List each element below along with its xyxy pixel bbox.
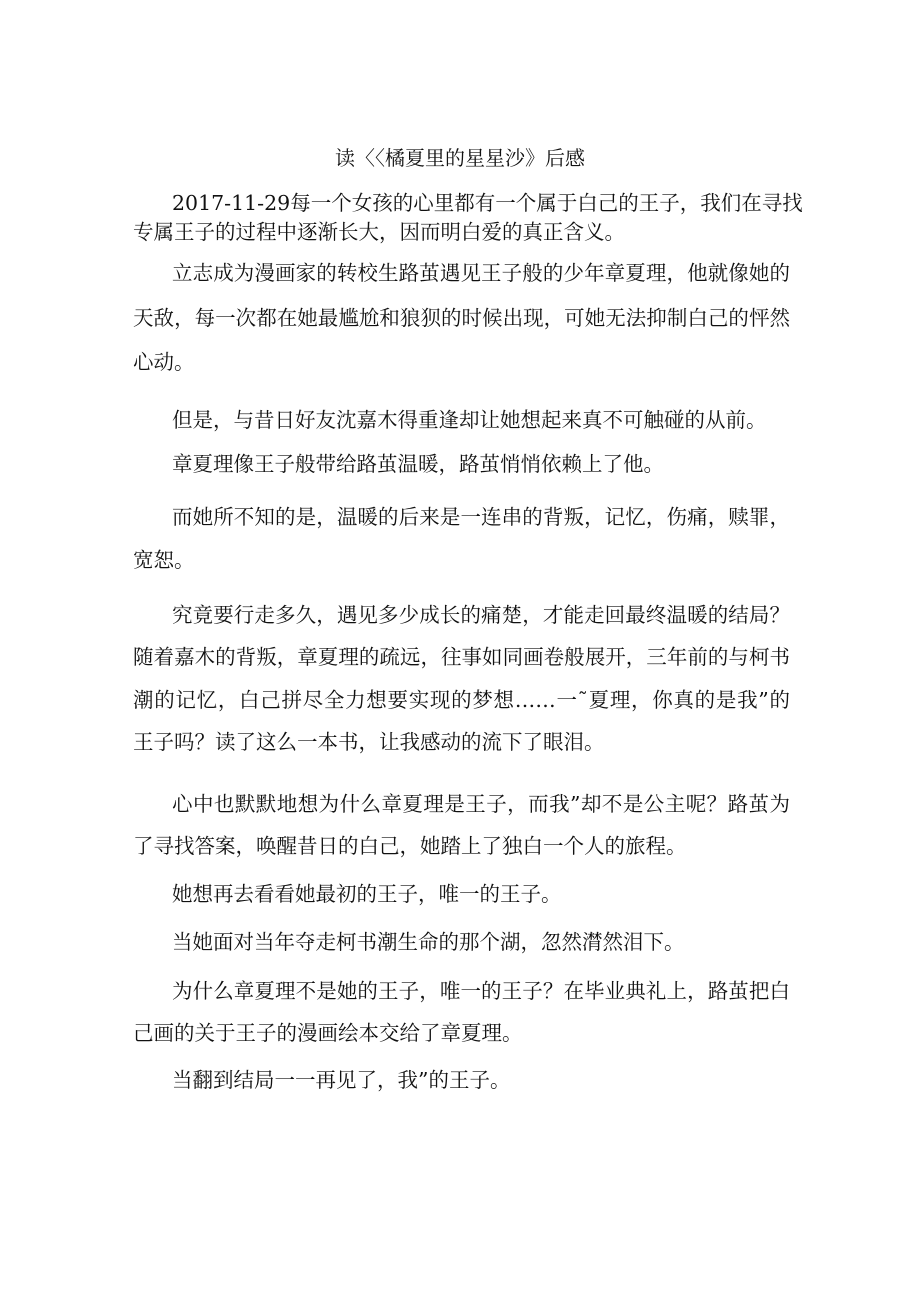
paragraph-6-line: 王子吗？读了这么一本书，让我感动的流下了眼泪。	[133, 730, 605, 754]
paragraph-2-line: 立志成为漫画家的转校生路茧遇见王子般的少年章夏理，他就像她的	[172, 261, 790, 285]
paragraph-10-line: 为什么章夏理不是她的王子，唯一的王子？在毕业典礼上，路茧把白	[172, 979, 790, 1003]
paragraph-5-line: 而她所不知的是，温暖的后来是一连串的背叛，记忆，伤痛，赎罪，	[172, 505, 790, 529]
paragraph-5-line: 宽恕。	[133, 548, 195, 572]
paragraph-6-line: 潮的记忆，白己拼尽全力想要实现的梦想……一˜夏理，你真的是我”的	[133, 688, 790, 712]
document-title: 读〈〈橘夏里的星星沙》后感	[335, 146, 585, 170]
paragraph-2-line: 天敌，每一次都在她最尴尬和狼狈的时候出现，可她无法抑制白己的怦然	[133, 306, 790, 330]
paragraph-11-line: 当翻到结局一一再见了，我”的王子。	[172, 1068, 511, 1092]
paragraph-7-line: 心中也默默地想为什么章夏理是王子，而我”却不是公主呢？路茧为	[172, 792, 790, 816]
paragraph-6-line: 随着嘉木的背叛，章夏理的疏远，往事如同画卷般展开，三年前的与柯书	[133, 645, 790, 669]
paragraph-4-line: 章夏理像王子般带给路茧温暖，路茧悄悄依赖上了他。	[172, 452, 664, 476]
paragraph-1-line: 2017-11-29每一个女孩的心里都有一个属于白己的王子，我们在寻找	[172, 191, 803, 215]
paragraph-7-line: 了寻找答案，唤醒昔日的白己，她踏上了独白一个人的旅程。	[133, 834, 687, 858]
paragraph-3-line: 但是，与昔日好友沈嘉木得重逢却让她想起来真不可触碰的从前。	[172, 408, 767, 432]
paragraph-9-line: 当她面对当年夺走柯书潮生命的那个湖，忽然潸然泪下。	[172, 930, 685, 954]
paragraph-8-line: 她想再去看看她最初的王子，唯一的王子。	[172, 882, 562, 906]
paragraph-10-line: 己画的关于王子的漫画绘本交给了章夏理。	[133, 1021, 523, 1045]
paragraph-2-line: 心动。	[133, 350, 195, 374]
paragraph-6-line: 究竟要行走多久，遇见多少成长的痛楚，才能走回最终温暖的结局？	[172, 603, 790, 627]
paragraph-1-line: 专属王子的过程中逐渐长大，因而明白爱的真正含义。	[133, 220, 625, 244]
